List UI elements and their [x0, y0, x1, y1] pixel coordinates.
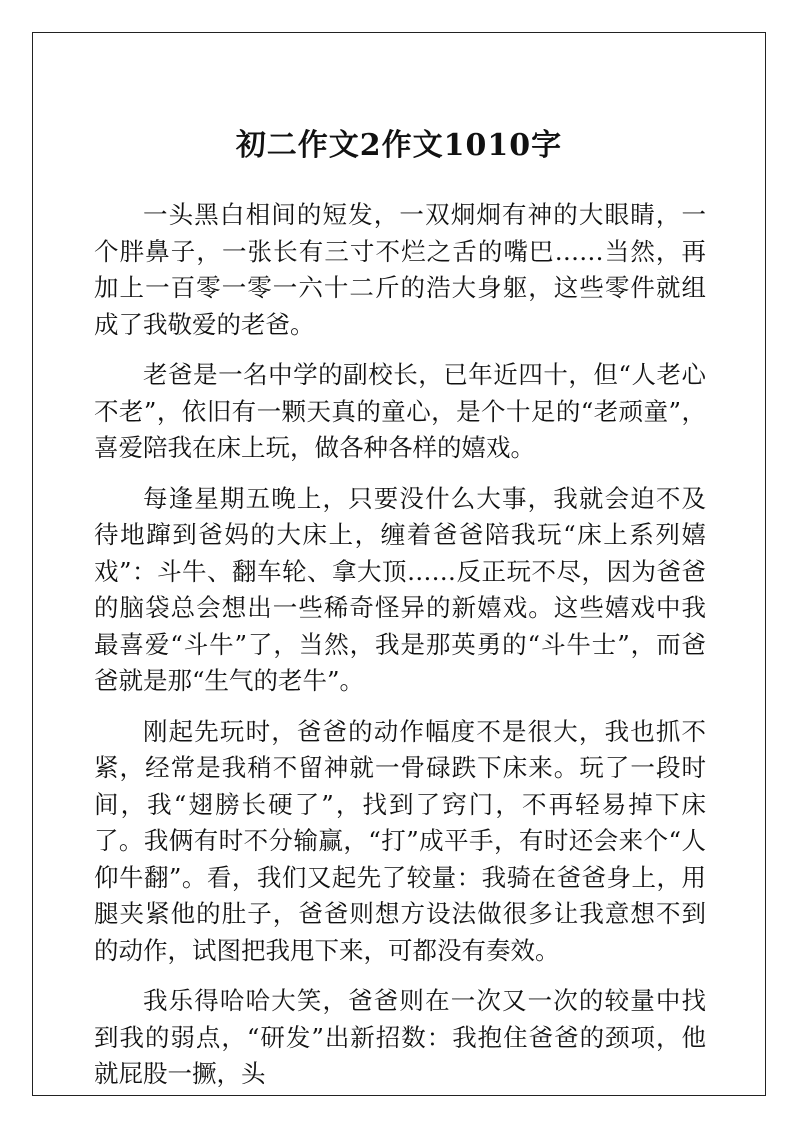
- document-body: [94, 197, 706, 1107]
- paragraph: 老爸是一名中学的副校长，已年近四十，但“人老心不老”，依旧有一颗天真的童心，是个十足的“老顽童”，喜爱陪我在床上玩，做各种各样的嬉戏。: [94, 360, 706, 462]
- document-title: 初二作文2作文1010字: [235, 128, 563, 163]
- paragraph: 每逢星期五晚上，只要没什么大事，我就会迫不及待地蹿到爸妈的大床上，缠着爸爸陪我玩“床上系列嬉戏”：斗牛、翻车轮、拿大顶……反正玩不尽，因为爸爸的脑袋总会想出一些稀奇怪异的新嬉戏。这些嬉戏中我最喜爱“斗牛”了，当然，我是那英勇的“斗牛士”，而爸爸就是那“生气的老牛”。: [94, 483, 706, 695]
- paragraph: 我乐得哈哈大笑，爸爸则在一次又一次的较量中找到我的弱点，“研发”出新招数：我抱住爸爸的颈项，他就屁股一撅，头: [94, 986, 706, 1088]
- paragraph: 刚起先玩时，爸爸的动作幅度不是很大，我也抓不紧，经常是我稍不留神就一骨碌跌下床来。玩了一段时间，我“翅膀长硬了”，找到了窍门，不再轻易掉下床了。我俩有时不分输赢，“打”成平手，有时还会来个“人仰牛翻”。看，我们又起先了较量：我骑在爸爸身上，用腿夹紧他的肚子，爸爸则想方设法做很多让我意想不到的动作，试图把我甩下来，可都没有奏效。: [94, 716, 706, 965]
- paragraph: 一头黑白相间的短发，一双炯炯有神的大眼睛，一个胖鼻子，一张长有三寸不烂之舌的嘴巴……当然，再加上一百零一零一六十二斤的浩大身躯，这些零件就组成了我敬爱的老爸。: [94, 200, 706, 339]
